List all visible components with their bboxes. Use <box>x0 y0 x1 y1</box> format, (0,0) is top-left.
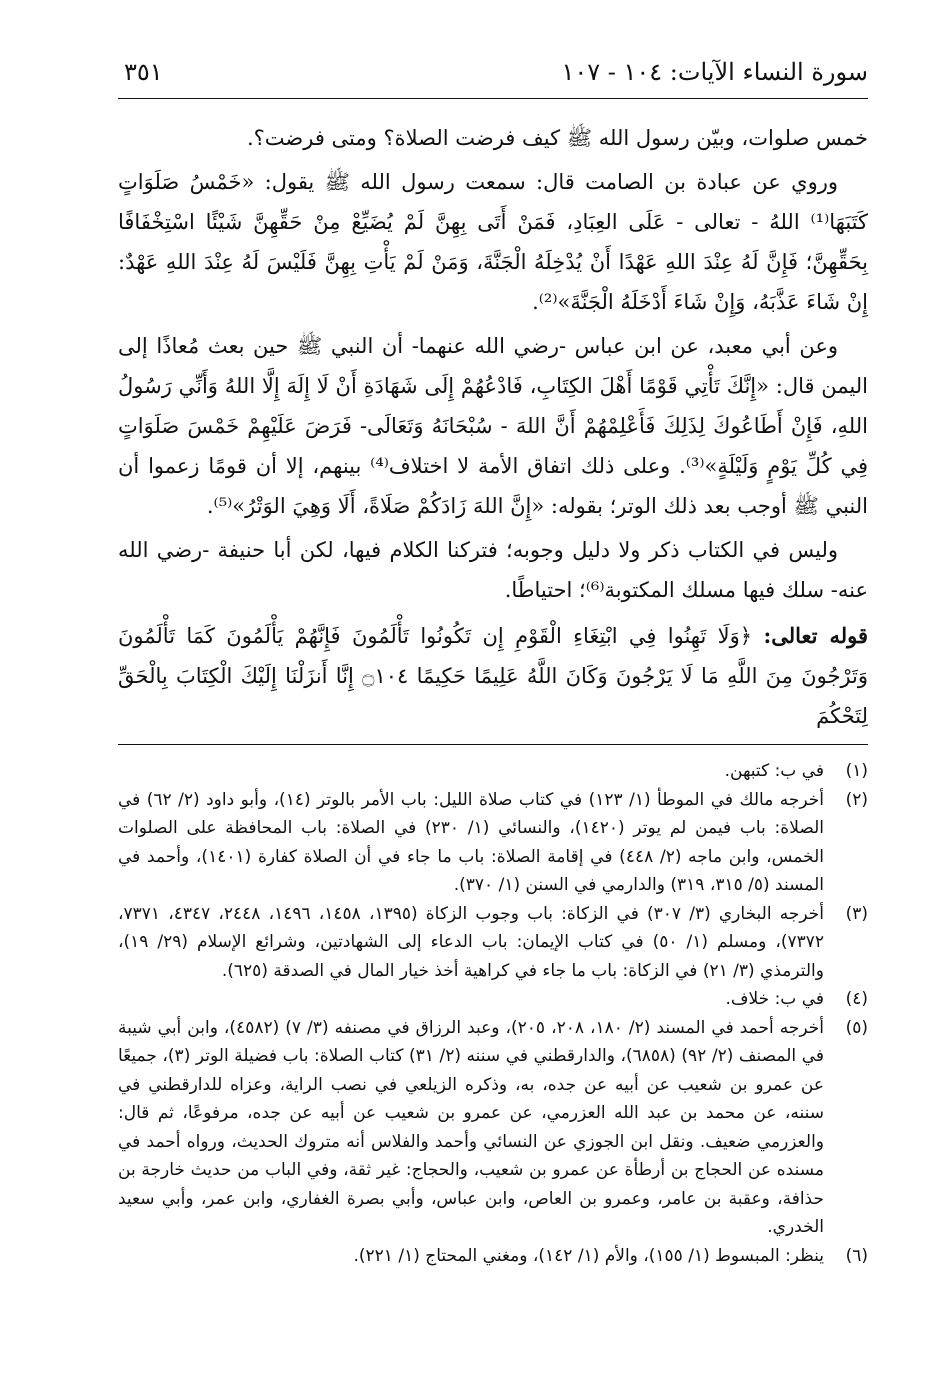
paragraph: وليس في الكتاب ذكر ولا دليل وجوبه؛ فتركنا الكلام فيها، لكن أبا حنيفة -رضي الله عنه- سلك فيها مسلك المكتوبة⁽⁶⁾؛ احتياطًا. <box>118 538 868 602</box>
footnote-number: (٢) <box>845 789 868 810</box>
footnote-text: في ب: خلاف. <box>725 989 824 1009</box>
header-rule <box>118 98 868 99</box>
footnote <box>118 1242 868 1271</box>
footnote-number: (٣) <box>845 903 868 924</box>
footnote-text: أخرجه مالك في الموطأ (١/ ١٢٣) في كتاب صلاة الليل: باب الأمر بالوتر (١٤)، وأبو داود (٢/ ٦٢) في الصلاة: باب فيمن لم يوتر (١٤٢٠)، والنسائي (١/ ٢٣٠) في الصلاة: باب المحافظة على الصلوات الخمس، وابن ماجه (٢/ ٤٤٨) في إقامة الصلاة: باب ما جاء في أن الصلاة كفارة (١٤٠١)، وأحمد في المسند (٥/ ٣١٥، ٣١٩) والدارمي في السنن (١/ ٣٧٠). <box>118 789 824 895</box>
footnote-number: (٤) <box>845 989 868 1009</box>
footnote-text: أخرجه البخاري (٣/ ٣٠٧) في الزكاة: باب وجوب الزكاة (١٣٩٥، ١٤٥٨، ١٤٩٦، ٢٤٤٨، ٤٣٤٧، ٧٣٧١، ٧٣٧٢)، ومسلم (١/ ٥٠) في كتاب الإيمان: باب الدعاء إلى الشهادتين، وشرائع الإسلام (٢٩/ ١٩)، والترمذي (٣/ ٢١) في الزكاة: باب ما جاء في كراهية أخذ خيار المال في الصدقة (٦٢٥). <box>118 903 825 981</box>
page-number: ٣٥١ <box>124 58 163 86</box>
footnote-text: في ب: كتبهن. <box>724 761 824 781</box>
verse-text: ﴿وَلَا تَهِنُوا فِي ابْتِغَاءِ الْقَوْمِ إِن تَكُونُوا تَأْلَمُونَ فَإِنَّهُمْ يَأْلَمُونَ كَمَا تَأْلَمُونَ وَتَرْجُونَ مِنَ اللَّهِ مَا لَا يَرْجُونَ وَكَانَ اللَّهُ عَلِيمًا حَكِيمًا ۝١٠٤ إِنَّا أَنزَلْنَا إِلَيْكَ الْكِتَابَ بِالْحَقِّ لِتَحْكُمَ <box>118 624 869 728</box>
footnote-text: ينظر: المبسوط (١/ ١٥٥)، والأم (١/ ١٤٢)، ومغني المحتاج (١/ ٢٢١). <box>353 1245 824 1266</box>
paragraph: وعن أبي معبد، عن ابن عباس -رضي الله عنهما- أن النبي ﷺ حين بعث مُعاذًا إلى اليمن قال: «إِنَّكَ تَأْتِي قَوْمًا أَهْلَ الكِتَابِ، فَادْعُهُمْ إِلَى شَهَادَةِ أَنْ لَا إِلَهَ إِلَّا اللهُ وَأَنِّي رَسُولُ اللهِ، فَإِنْ أَطَاعُوكَ لِذَلِكَ فَأَعْلِمْهُمْ أَنَّ اللهَ - سُبْحَانَهُ وَتَعَالَى- فَرَضَ عَلَيْهِمْ خَمْسَ صَلَوَاتٍ فِي كُلِّ يَوْمٍ وَلَيْلَةٍ»⁽³⁾. وعلى ذلك اتفاق الأمة لا اختلاف⁽⁴⁾ بينهم، إلا أن قومًا زعموا أن النبي ﷺ أوجب بعد ذلك الوتر؛ بقوله: «إِنَّ اللهَ زَادَكُمْ صَلَاةً، أَلَا وَهِيَ الوَتْرُ»⁽⁵⁾. <box>118 334 869 518</box>
verse-label: قوله تعالى: <box>763 623 868 648</box>
footnote-text: أخرجه أحمد في المسند (٢/ ١٨٠، ٢٠٨، ٢٠٥)، وعبد الرزاق في مصنفه (٣/ ٧) (٤٥٨٢)، وابن أبي شيبة في المصنف (٢/ ٩٢) (٦٨٥٨)، والدارقطني في سننه (٢/ ٣١) كتاب الصلاة: باب فضيلة الوتر (٣)، جميعًا عن عمرو بن شعيب عن أبيه عن جده، به، وذكره الزيلعي في نصب الراية، وعزاه للدارقطني في سننه، عن محمد بن عبد الله العزرمي، عن عمرو بن شعيب عن أبيه عن جده، مرفوعًا، ثم قال: والعزرمي ضعيف. ونقل ابن الجوزي عن النسائي وأحمد والفلاس أنه متروك الحديث، ورواه أحمد في مسنده عن الحجاج بن أرطأة عن عمرو بن شعيب، والحجاج: غير ثقة، وفي الباب من حديث خارجة بن حذافة، وعقبة بن عامر، وعمرو بن العاص، وابن عباس، وأبي بصرة الغفاري، وابن عمر، وأبي سعيد الخدري. <box>118 1017 825 1237</box>
paragraph: خمس صلوات، وبيّن رسول الله ﷺ كيف فرضت الصلاة؟ ومتى فرضت؟. <box>246 126 868 150</box>
footnote-separator <box>118 744 868 745</box>
main-text <box>118 118 868 610</box>
page <box>118 40 868 1270</box>
quran-verse-block <box>118 616 868 736</box>
footnote <box>118 900 868 986</box>
footnote <box>118 757 868 786</box>
paragraph: وروي عن عبادة بن الصامت قال: سمعت رسول الله ﷺ يقول: «خَمْسُ صَلَوَاتٍ كَتَبَهَا⁽¹⁾ اللهُ - تعالى - عَلَى العِبَادِ، فَمَنْ أَتَى بِهِنَّ لَمْ يُضَيِّعْ مِنْ حَقِّهِنَّ شَيْئًا اسْتِخْفَافًا بِحَقِّهِنَّ؛ فَإِنَّ لَهُ عِنْدَ اللهِ عَهْدًا أَنْ يُدْخِلَهُ الْجَنَّةَ، وَمَنْ لَمْ يَأْتِ بِهِنَّ فَلَيْسَ لَهُ عِنْدَ اللهِ عَهْدٌ: إِنْ شَاءَ عَذَّبَهُ، وَإِنْ شَاءَ أَدْخَلَهُ الْجَنَّةَ»⁽²⁾. <box>118 170 868 314</box>
page-header <box>118 40 868 86</box>
footnote <box>118 1014 868 1242</box>
footnote-number: (٦) <box>845 1245 868 1266</box>
running-title: سورة النساء الآيات: ١٠٤ - ١٠٧ <box>561 58 868 86</box>
footnote <box>118 786 868 900</box>
footnote-number: (٥) <box>845 1017 868 1038</box>
footnote <box>118 985 868 1014</box>
footnote-number: (١) <box>845 761 868 781</box>
footnotes <box>118 757 868 1270</box>
